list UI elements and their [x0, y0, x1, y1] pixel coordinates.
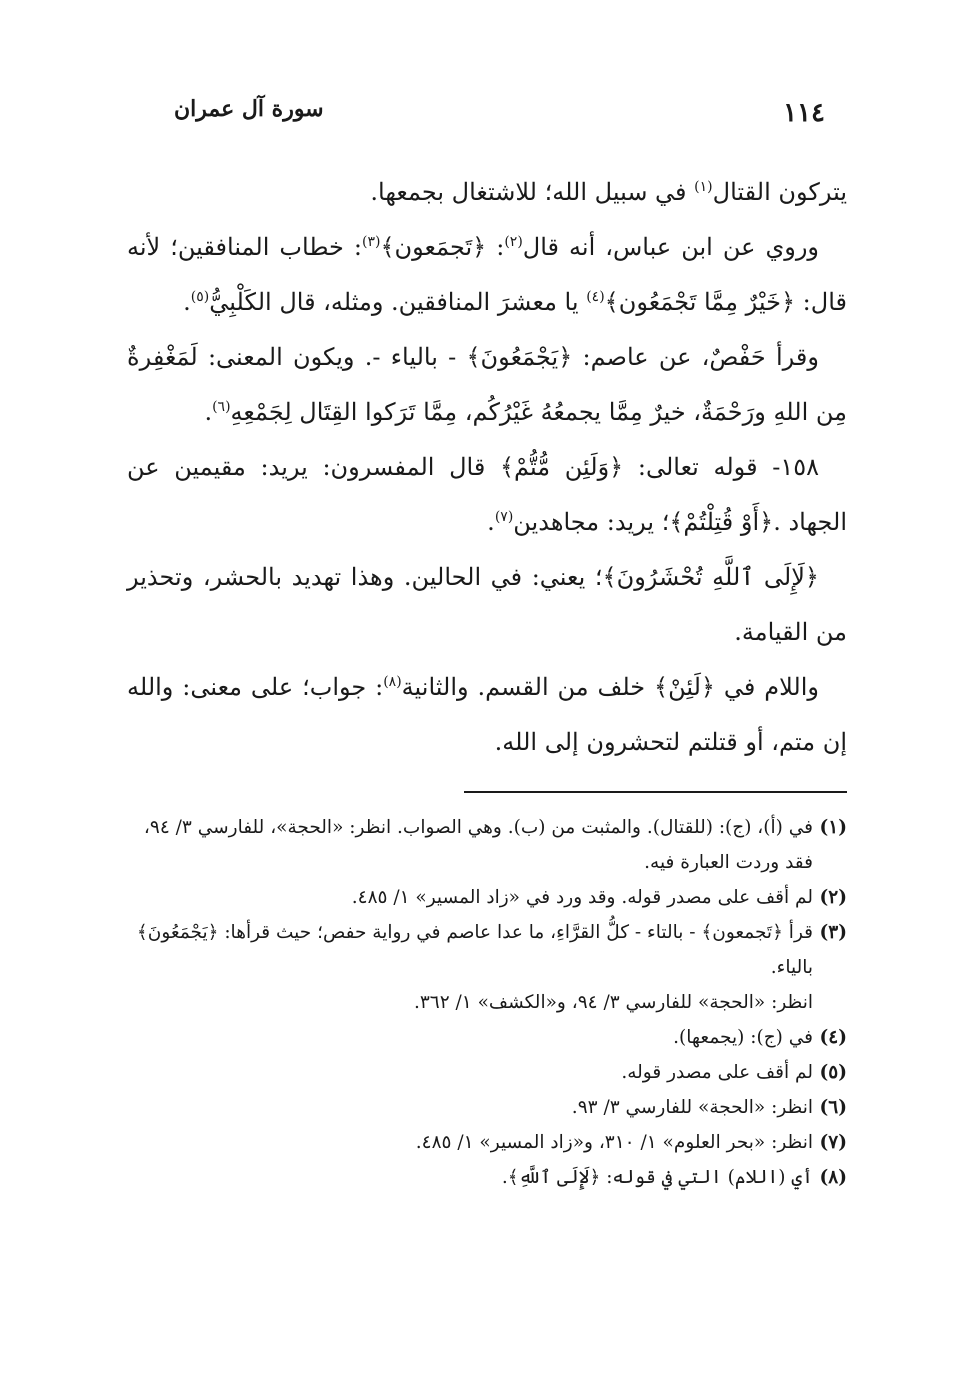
footnote: [127, 1160, 847, 1195]
footnote-ref: (٧): [494, 509, 514, 525]
footnote: [127, 1090, 847, 1125]
text-run: وقرأ حَفْصٌ، عن عاصم: ﴿يَجْمَعُونَ﴾ - بالياء -. ويكون المعنى: لَمَغْفِرةٌ مِن اللهِ ورَحْمَةٌ، خيرٌ مِمَّا يجمعُهُ غَيْرُكُم، مِمَّا تَرَكوا القِتَال لِجَمْعِهِ: [127, 343, 847, 426]
paragraph-3: [127, 330, 847, 440]
footnote-number: (٦): [819, 1097, 847, 1118]
footnote: [127, 1020, 847, 1055]
footnote-ref: (١): [694, 179, 713, 195]
footnote: [127, 1055, 847, 1090]
text-run: ﴿لَإِلَى ٱللَّهِ تُحْشَرُونَ﴾؛ يعني: في الحالين. وهذا تهديد بالحشر، وتحذير من القيامة.: [127, 563, 847, 646]
footnote-text: لم أقف على مصدر قوله. وقد ورد في «زاد المسير» ١/ ٤٨٥.: [351, 887, 813, 908]
footnote-text: انظر: «بحر العلوم» ١/ ٣١٠، و«زاد المسير» ١/ ٤٨٥.: [415, 1132, 813, 1153]
text-run: : جواب؛ على معنى: والله إن متم، أو قتلتم لتحشرون إلى الله.: [127, 673, 847, 756]
text-run: .: [183, 288, 191, 316]
running-title: سورة آل عمران: [174, 96, 324, 122]
footnote: [127, 1125, 847, 1160]
text-run: : خطاب المنافقين؛ لأنه قال: ﴿خَيْرٌ مِمَّا تَجْمَعُون﴾: [127, 233, 847, 316]
footnote-ref: (٤): [586, 289, 605, 305]
text-run: ١٥٨- قوله تعالى: ﴿وَلَئِن مُّتُّمْ﴾ قال المفسرون: يريد: مقيمين عن الجهاد .﴿أَوْ قُتِلْتُمْ﴾؛ يريد: مجاهدين: [127, 453, 847, 536]
footnote-text: في (أ)، (ج): (للقتال). والمثبت من (ب). وهي الصواب. انظر: «الحجة»، للفارسي ٣/ ٩٤، فقد وردت العبارة فيه.: [143, 817, 813, 873]
text-run: وروي عن ابن عباس، أنه قال: [522, 233, 819, 261]
text-run: واللام في ﴿لَئِنْ﴾ خلف من القسم. والثانية: [401, 673, 819, 701]
paragraph-2: [127, 220, 847, 330]
paragraph-4: [127, 440, 847, 550]
footnote-number: (٢): [819, 887, 847, 908]
text-run: في سبيل الله؛ للاشتغال بجمعها.: [370, 178, 695, 206]
paragraph-5: [127, 550, 847, 660]
footnote-number: (٥): [819, 1062, 847, 1083]
footnote-ref: (٣): [361, 234, 381, 250]
paragraph-6: [127, 660, 847, 770]
footnotes: [127, 810, 847, 1195]
footnote-number: (٣): [819, 922, 847, 943]
footnote-number: (٨): [819, 1167, 847, 1188]
footnote-text: أي (اللام) التي في قوله: ﴿لَإِلَى ٱللَّهِ﴾.: [501, 1167, 813, 1188]
text-run: : ﴿تَجمَعون﴾: [380, 233, 505, 261]
page-header: [150, 92, 825, 132]
paragraph-1: [127, 165, 847, 220]
footnote-ref: (٦): [212, 399, 231, 415]
text-run: .: [204, 398, 213, 426]
footnote-text: في (ج): (يجمعها).: [673, 1027, 813, 1048]
footnote-ref: (٨): [383, 674, 402, 690]
page-number: ١١٤: [783, 98, 825, 128]
footnote-number: (٧): [819, 1132, 847, 1153]
footnote: [127, 915, 847, 1020]
footnote: [127, 810, 847, 880]
footnote-ref: (٥): [190, 289, 210, 305]
footnote: [127, 880, 847, 915]
footnote-ref: (٢): [504, 234, 523, 250]
text-run: .: [487, 508, 495, 536]
footnote-text-continued: انظر: «الحجة» للفارسي ٣/ ٩٤، و«الكشف» ١/ ٣٦٢.: [413, 992, 813, 1013]
footnote-text: قرأ ﴿تَجمعون﴾ - بالتاء - كلُّ القرَّاءِ، ما عدا عاصم في رواية حفص؛ حيث قرأها: ﴿يَجْمَعُونَ﴾ بالياء.: [136, 922, 813, 978]
footnote-separator: [464, 791, 847, 793]
main-text: [127, 165, 847, 770]
footnote-number: (٤): [819, 1027, 847, 1048]
footnote-text: لم أقف على مصدر قوله.: [621, 1062, 813, 1083]
footnote-text: انظر: «الحجة» للفارسي ٣/ ٩٣.: [571, 1097, 813, 1118]
footnote-number: (١): [819, 817, 847, 838]
text-run: يا معشرَ المنافقين. ومثله، قال الكَلْبِيُّ: [209, 288, 587, 316]
text-run: يتركون القتال: [712, 178, 847, 206]
